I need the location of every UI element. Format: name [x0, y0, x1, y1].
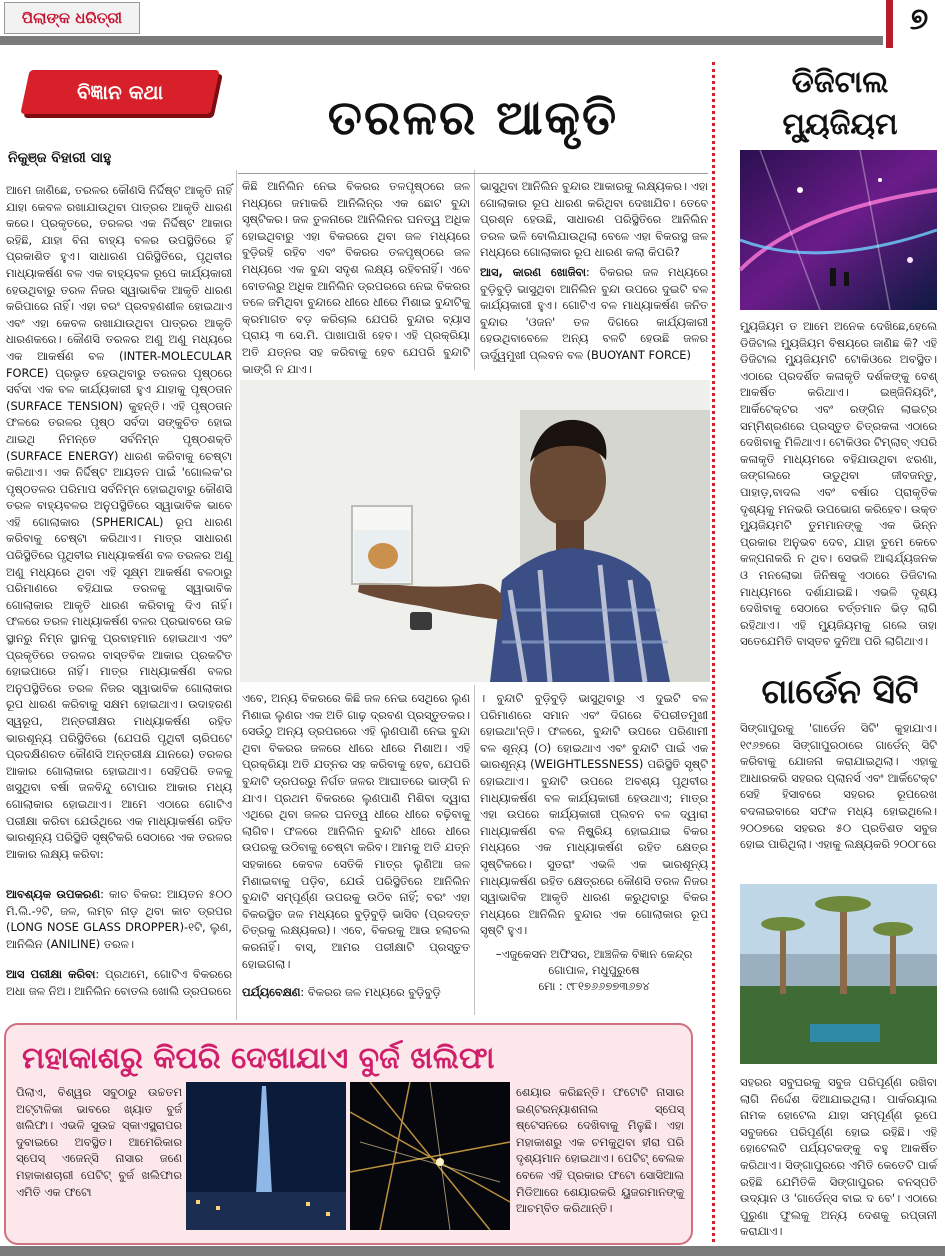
- header-corner-bar: [886, 0, 893, 48]
- kicker-label: ବିଜ୍ଞାନ କଥା: [76, 80, 164, 104]
- museum-photo: [740, 150, 937, 310]
- reason-text: : ବିକରର ଜଳ ମଧ୍ୟରେ ବୁଡ଼ିବୁଡ଼ି ଭାସୁଥିବା ଆନିଲିନ ବୁନ୍ଦା ଉପରେ ଦୁଇଟି ବଳ କାର୍ଯ୍ୟକାରୀ ହୁଏ। ଗୋଟିଏ ବଳ ମାଧ୍ୟାକର୍ଷଣ ଜନିତ ବୁନ୍ଦାର 'ଓଜନ' ତଳ ଦିଗରେ କାର୍ଯ୍ୟକାରୀ ହେଉଥିବାବେଳେ ଅନ୍ୟ ବଳଟି ହେଉଛି ଜଳର ଊର୍ଦ୍ଧ୍ୱମୁଖୀ ପ୍ଲବନ ବଳ (BUOYANT FORCE): [480, 265, 712, 362]
- sidebar-title-museum: ଡିଜିଟାଲ ମ୍ୟୁଜିୟମ: [782, 65, 898, 142]
- experiment-photo: [240, 380, 710, 682]
- reason-paragraph: [480, 264, 712, 376]
- article-column-3-continued: [480, 690, 712, 942]
- museum-body-text: ମ୍ୟୁଜିୟମ ତ ଆମେ ଅନେକ ଦେଖିଛେ,ହେଲେ ଡିଜିଟାଲ ମ୍ୟୁଜିୟମ ବିଷୟରେ ଜାଣିଛ କି? ଏହି ଡିଜିଟାଲ ମ୍ୟୁଜିୟମଟି ଟୋକିଓରେ ଅବସ୍ଥିତ। ଏଠାରେ ପ୍ରଦର୍ଶିତ କଳାକୃତି ଦର୍ଶକଙ୍କୁ ବେଶ୍ ଆକର୍ଷିତ କରିଥାଏ। ଇଞ୍ଜିନିୟରିଂ, ଆର୍କିଟେକ୍ଟର ଏବଂ ରଙ୍ଗିନ ଲାଇଟ୍‌ର ସମ୍ମିଶ୍ରଣରେ ପ୍ରସ୍ତୁତ ଚିତ୍ରକଳା ଏଠାରେ ଦେଖିବାକୁ ମିଳିଥାଏ। ଟୋକିଓର ଟିମ୍‌ଲାବ୍ ଏପରି କଳାକୃତି ମାଧ୍ୟମରେ ବହିଯାଉଥିବା ଝରଣା, ଜଙ୍ଗଲରେ ଉଡୁଥିବା ଜୀବଜନ୍ତୁ, ପାହାଡ଼,ବାଦଲ ଏବଂ ବର୍ଷାର ପ୍ରାକୃତିକ ଦୃଶ୍ୟକୁ ମନଭରି ଉପଭୋଗ କରିହେବ। ଉକ୍ତ ମ୍ୟୁଜିୟମଟି ତୁମମାନଙ୍କୁ ଏକ ଭିନ୍ନ ପ୍ରକାର ଅନୁଭବ ଦେବ, ଯାହା ତୁମେ କେବେ କଳ୍ପନାକରି ନ ଥିବ। ସେଭଳି ଆଶ୍ଚର୍ଯ୍ୟଜନକ ଓ ମନଲୋଭା ଜିନିଷକୁ ଏଠାରେ ଡିଜିଟାଲ ମାଧ୍ୟମରେ ଦର୍ଶାଯାଇଛି। ଏଭଳି ଦୃଶ୍ୟ ଦେଖିବାକୁ ସେଠାରେ ବର୍ତ୍ତମାନ ଭିଡ଼ ଲାଗି ରହିଥାଏ। ଏହି ମ୍ୟୁଜିୟମକୁ ଗଲେ ତାହା ସତେଯେମିତି ବାସ୍ତବ ଦୁନିଆ ପରି ଲାଗିଥାଏ।: [740, 319, 941, 649]
- article-column-2-continued-text: ଏବେ, ଅନ୍ୟ ବିକରରେ କିଛି ଜଳ ନେଇ ସେଥିରେ ଲୁଣ ମିଶାଇ ଲୁଣର ଏକ ଅତି ଗାଢ଼ ଦ୍ରବଣ ପ୍ରସ୍ତୁତକର। ସେଉଁଠୁ ଅନ୍ୟ ଡ୍ରପରରେ ଏହି ଲୁଣପାଣି ନେଇ ବୁନ୍ଦା ଥିବା ବିକରର ଜଳରେ ଧୀରେ ଧୀରେ ମିଶାଅ। ଏହି ପ୍ରକ୍ରିୟା ଅତି ଯତ୍ନର ସହ କରିବାକୁ ହେବ, ଯେପରି ବୁନ୍ଦାଟି ଡ୍ରପରରୁ ନିର୍ଗତ ଜଳର ଆଘାତରେ ଭାଙ୍ଗି ନ ଯାଏ। ପ୍ରଥମ ବିକରରେ ଲୁଣପାଣି ମିଶିବା ଦ୍ୱାରା ଏଥିରେ ଥିବା ଜଳର ଘନତ୍ୱ ଧୀରେ ଧୀରେ ବଢ଼ିବାକୁ ଲାଗିବ। ଫଳରେ ଆନିଲିନ ବୁନ୍ଦାଟି ଧୀରେ ଧୀରେ ଉପରକୁ ଉଠିବାକୁ ଚେଷ୍ଟା କରିବ। ଆମକୁ ଅତି ଯତ୍ନ ସହକାରେ କେବଳ ସେତିକି ମାତ୍ର ଲୁଣିଆ ଜଳ ମିଶାଇବାକୁ ପଡ଼ିବ, ଯେଉଁ ପରିସ୍ଥିତିରେ ଆନିଲିନ ବୁନ୍ଦାଟି ସମ୍ପୂର୍ଣ୍ଣ ଉପରକୁ ଉଠିବ ନାହିଁ; ବରଂ ଏହା ବିକରସ୍ଥିତ ଜଳ ମଧ୍ୟରେ ବୁଡ଼ିବୁଡ଼ି ଭାସିବ (ପ୍ରଦତ୍ତ ଚିତ୍ରକୁ ଲକ୍ଷ୍ୟକର)। ଏବେ, ବିକରକୁ ଆଉ ହଲାଚଲ କରନାହିଁ। ବାସ୍, ଆମର ପରୀକ୍ଷାଟି ପ୍ରସ୍ତୁତ ହୋଇଗଲା।: [242, 691, 474, 971]
- garden-body-continued-text: ସହରର ସବୁଘରକୁ ସବୁଜ ପରିପୂର୍ଣ୍ଣ ରଖିବା ଲାଗି ନିର୍ଦ୍ଦେଶ ଦିଆଯାଇଥିଲା। ପାର୍କରୟାଲ ନାମକ ହୋଟେଲ ଯାହା ସମ୍ପୂର୍ଣ୍ଣ ରୂପେ ସବୁଜରେ ପରିପୂର୍ଣ୍ଣ ହୋଇ ରହିଛି। ଏହି ହୋଟେଲଟି ପର୍ଯ୍ୟଟକଙ୍କୁ ବହୁ ଆକର୍ଷିତ କରିଥାଏ। ସିଙ୍ଗାପୁରରେ ଏମିତି କେତେଟି ପାର୍କ ରହିଛି ଯେମିତିକି ସିଙ୍ଗାପୁରର ବନସ୍ପତି ଉଦ୍ୟାନ ଓ 'ଗାର୍ଡେନ୍ସ ବାଇ ଦ ବେ'। ଏଠାରେ ପୁରୁଣା ଫୁଲକୁ ଅନ୍ୟ ଦେଶକୁ ରପ୍ତାନୀ କରାଯାଏ।: [740, 1075, 941, 1239]
- observation-text: : ବିକରର ଜଳ ମଧ୍ୟରେ ବୁଡ଼ିବୁଡ଼ି: [300, 985, 441, 999]
- materials-text: : କାଚ ବିକର: ଆୟତନ ୫୦୦ ମି.ଲି.-୨ଟି, ଜଳ, ଲମ୍ବ ନାଡ଼ ଥିବା କାଚ ଡ୍ରପର (LONG NOSE GLASS DROPPER)-୧ଟି, ଲୁଣ, ଆନିଲିନ (ANILINE) ତରଳ।: [6, 887, 236, 951]
- article-column-2: [242, 178, 474, 376]
- garden-photo: [740, 884, 937, 1064]
- burj-photo-space: [350, 1082, 510, 1230]
- article-column-3: [480, 178, 712, 262]
- observation-paragraph: [242, 984, 470, 1004]
- author-location: ଗୋପାଳ, ମଧୁପୁରୁଷେ: [548, 963, 640, 977]
- garden-body: [740, 720, 941, 884]
- digital-museum-image: [740, 150, 937, 310]
- section-kicker: [25, 70, 215, 114]
- article-column-1-text: ଆମେ ଜାଣିଛେ, ତରଳର କୌଣସି ନିର୍ଦ୍ଦିଷ୍ଟ ଆକୃତି ନାହିଁ ଯାହା କେବଳ ରଖାଯାଉଥିବା ପାତ୍ରର ଆକୃତି ଧାରଣ କରେ। ପ୍ରକୃତରେ, ତରଳର ଏକ ନିର୍ଦ୍ଦିଷ୍ଟ ଆକାର ରହିଛି, ଯାହା ବିନା ବାହ୍ୟ ବଳର ଉପସ୍ଥିତିରେ ହିଁ ପ୍ରକାଶିତ ହୁଏ। ସାଧାରଣ ପରିସ୍ଥିତିରେ, ପୃଥିବୀର ମାଧ୍ୟାକର୍ଷଣ ବଳ ଏକ ବାହ୍ୟବଳ ରୂପେ କାର୍ଯ୍ୟକାରୀ ହେଉଥିବାରୁ ତରଳ ନିଜର ସ୍ୱାଭାବିକ ଆକୃତି ଧାରଣ କରିପାରେ ନାହିଁ। ଏହା ବରଂ ପ୍ରବହଣଶୀଳ ହୋଇଥାଏ ଏବଂ ଏହା କେବଳ ରଖାଯାଉଥିବା ପାତ୍ରର ଆକୃତି ଧାରଣକରେ। କୌଣସି ତରଳର ଅଣୁ ଅଣୁ ମଧ୍ୟରେ ଏକ ଆକର୍ଷଣ ବଳ (INTER-MOLECULAR FORCE) ପ୍ରଭୃତ ହେଉଥିବାରୁ ତରଳର ପୃଷ୍ଠରେ ସର୍ବଦା ଏକ ବଳ କାର୍ଯ୍ୟକାରୀ ହୁଏ ଯାହାକୁ ପୃଷ୍ଠତାନ (SURFACE TENSION) କୁହନ୍ତି। ଏହି ପୃଷ୍ଠତାନ ଫଳରେ ତରଳର ପୃଷ୍ଠ ସର୍ବଦା ସଙ୍କୁଚିତ ହୋଇ ଥାଇଥି ନିମନ୍ତେ ସର୍ବନିମ୍ନ ପୃଷ୍ଠଶକ୍ତି (SURFACE ENERGY) ଧାରଣ କରିବାକୁ ଚେଷ୍ଟା କରିଥାଏ। ଏକ ନିର୍ଦ୍ଦିଷ୍ଟ ଆୟତନ ପାଇଁ 'ଗୋଲକ'ର ପୃଷ୍ଠତଳର ପରିମାପ ସର୍ବନିମ୍ନ ହୋଇଥିବାରୁ କୌଣସି ତରଳ ବାହ୍ୟବଳର ଅନୁପସ୍ଥିତିରେ ସ୍ୱାଭାବିକ ଭାବେ ଏହି ଗୋଲାକାର (SPHERICAL) ରୂପ ଧାରଣ କରିବାକୁ ଚେଷ୍ଟା କରିଥାଏ। ମାତ୍ର ସାଧାରଣ ପରିସ୍ଥିତିରେ ପୃଥିବୀର ମାଧ୍ୟାକର୍ଷଣ ବଳ ତରଳର ଅଣୁ ଅଣୁ ମଧ୍ୟରେ ଥିବା ଏହି ସୂକ୍ଷ୍ମ ଆକର୍ଷଣ ବଳଠାରୁ ପରିମାଣରେ ବହିଯାଇ ତରଳକୁ ସ୍ୱାଭାବିକ ଗୋଲାକାର ଆକୃତି ଧାରଣ କରିବାକୁ ଦିଏ ନାହିଁ। ଫଳରେ ତରଳ ମାଧ୍ୟାକର୍ଷଣ ବଳର ପ୍ରଭାବରେ ଉଚ୍ଚ ସ୍ଥାନରୁ ନିମ୍ନ ସ୍ଥାନକୁ ପ୍ରବାହମାନ ହୋଇଥାଏ ଏବଂ ପ୍ରକୃତିରେ ତରଳର ବାସ୍ତବିକ ଆକାର ପ୍ରକଟିତ ହୋଇପାରେ ନାହିଁ। ମାତ୍ର ମାଧ୍ୟାକର୍ଷଣ ବଳର ଅନୁପସ୍ଥିତିରେ ତରଳ ନିଜର ସ୍ୱାଭାବିକ ଗୋଲାକାର ରୂପ ଧାରଣ କରିବାକୁ ସକ୍ଷମ ହୋଇଥାଏ। ଉଦାହରଣ ସ୍ୱରୂପ, ଅନ୍ତରୀକ୍ଷର ମାଧ୍ୟାକର୍ଷଣ ରହିତ ଭାରଶୂନ୍ୟ ପରିସ୍ଥିତିରେ (ଯେପରି ପୃଥିବୀ ଚାରିପଟେ ପ୍ରଦକ୍ଷିଣରତ କୌଣସି ଅନ୍ତରୀକ୍ଷ ଯାନରେ) ତରଳର ଆକାର ଗୋଲାକାର ହୋଇଥାଏ। ସେହିପରି ତଳକୁ ଖସୁଥିବା ବର୍ଷା ଜଳବିନ୍ଦୁ ଟୋପାର ଆକାର ମଧ୍ୟ ଗୋଲାକାର ହୋଇଥାଏ। ଆମେ ଏଠାରେ ଗୋଟିଏ ପରୀକ୍ଷା କରିବା ଯେଉଁଥିରେ ଏକ ମାଧ୍ୟାକର୍ଷଣ ରହିତ ଭାରଶୂନ୍ୟ ପରିସ୍ଥିତି ସୃଷ୍ଟିକରି ସେଠାରେ ଏକ ତରଳର ଆକାର ଲକ୍ଷ୍ୟ କରିବା:: [6, 183, 236, 861]
- experiment-paragraph: [6, 966, 236, 1006]
- headline-rule: [238, 173, 708, 174]
- student-with-beaker-image: [240, 380, 710, 682]
- burj-body-right-text: ଶେୟାର କରିଛନ୍ତି। ଫଟୋଟି ନାସାର ଇଣ୍ଟରନ୍ୟାଶନାଲ ସ୍ପେସ୍ ଷ୍ଟେସନରେ ଦେଖିବାକୁ ମିଳୁଛି। ଏହା ମହାକାଶରୁ ଏକ ଚମକୁଥିବା ହୀରା ପରି ଦୃଶ୍ୟମାନ ହୋଇଥାଏ। ପେଟିଟ୍ ବେଲକ ବେଳେ ଏହି ପ୍ରକାର ଫଟୋ ସୋସିଆଲ ମିଡିଆରେ ଶେୟାରକରି ୟୁଜରମାନଙ୍କୁ ଆଚମ୍ବିତ କରିଥାନ୍ତି।: [516, 1085, 688, 1216]
- reason-label: ଆସ, କାରଣ ଖୋଜିବା: [480, 265, 586, 279]
- burj-body-left: [16, 1084, 186, 1234]
- museum-body: [740, 318, 941, 658]
- article-headline: ତରଳର ଆକୃତି: [327, 89, 619, 146]
- burj-photo-night: [186, 1082, 346, 1230]
- column-divider: [474, 685, 475, 1015]
- column-divider: [474, 170, 475, 370]
- materials-paragraph: [6, 886, 236, 956]
- article-column-2-text: କିଛି ଆନିଲିନ ନେଇ ବିକରର ତଳପୃଷ୍ଠରେ ଜଳ ମଧ୍ୟରେ ଜମାକରି ଆନିଲିନ୍‌ର ଏକ ଛୋଟ ବୁନ୍ଦା ସୃଷ୍ଟିକର। ଜଳ ତୁଳନାରେ ଆନିଲିନର ଘନତ୍ୱ ଅଧିକ ହୋଇଥିବାରୁ ଏହା ବିକରରେ ଥିବା ଜଳ ମଧ୍ୟରେ ବୁଡ଼ିରହି ରହିବ ଏବଂ ବିକରର ତଳପୃଷ୍ଠରେ ଜଳ ମଧ୍ୟରେ ଏକ ବୁନ୍ଦା ସଦୃଶ ଲକ୍ଷ୍ୟ ରହିବନାହିଁ। ଏବେ ବୋତଲରୁ ଅଧିକ ଆନିଲିନ ଡ୍ରପରରେ ନେଇ ବିକରର ତଳେ ଜମିଥିବା ବୁନ୍ଦାରେ ଧୀରେ ଧୀରେ ମିଶାଇ ବୁନ୍ଦାଟିକୁ କ୍ରମାଗତ ବଡ଼ କରିଚାଲ ଯେପରି ବୁନ୍ଦାର ବ୍ୟାସ ପ୍ରାୟ ୩ ସେ.ମି. ପାଖାପାଖି ହେବ। ଏହି ପ୍ରକ୍ରିୟା ଅତି ଯତ୍ନର ସହ କରିବାକୁ ହେବ ଯେପରି ବୁନ୍ଦାଟି ଭାଙ୍ଗି ନ ଯାଏ।: [242, 179, 474, 376]
- sidebar-title-garden: ଗାର୍ଡେନ ସିଟି: [761, 672, 919, 712]
- dubai-from-space-image: [350, 1082, 510, 1230]
- experiment-label: ଆସ ପରୀକ୍ଷା କରିବା: [6, 967, 96, 981]
- burj-khalifa-title: ମହାକାଶରୁ କିପରି ଦେଖାଯାଏ ବୁର୍ଜ ଖଲିଫା: [22, 1040, 495, 1076]
- author-credit: [480, 946, 708, 1008]
- section-divider-dotted: [712, 62, 719, 1242]
- garden-body-continued: [740, 1074, 941, 1240]
- observation-label: ପର୍ଯ୍ୟବେକ୍ଷଣ: [242, 985, 301, 999]
- masthead-logo: ପିଲାଙ୍କ ଧରିତ୍ରୀ: [4, 2, 140, 34]
- article-byline: ନିକୁଞ୍ଜ ବିହାରୀ ସାହୁ: [8, 150, 112, 166]
- article-column-2-continued: [242, 690, 474, 984]
- footer-rule: [0, 1246, 945, 1256]
- gardens-by-the-bay-image: [740, 884, 937, 1064]
- burj-khalifa-night-image: [186, 1082, 346, 1230]
- burj-body-left-text: ପିଲାଏ, ବିଶ୍ୱର ସବୁଠାରୁ ଉଚ୍ଚତମ ଅଟ୍ଟାଳିକା ଭାବରେ ଖ୍ୟାତ ବୁର୍ଜ ଖଲିଫା। ଏଭଳି ସୁଉଚ୍ଚ ସ୍କାଏସ୍କ୍ରାପର ଦୁବାଇରେ ଅବସ୍ଥିତ। ଆମେରିକାର ସ୍ପେସ୍ ଏଜେନ୍ସି ନାସାର ଜଣେ ମହାକାଶଚାରୀ ପେଟିଟ୍ ବୁର୍ଜ ଖଲିଫାର ଏମିତି ଏକ ଫଟୋ: [16, 1085, 186, 1199]
- article-column-1: [6, 182, 236, 862]
- page-number: ୭: [909, 1, 929, 37]
- author-designation: –ଏଜୁକେସନ ଅଫିସର, ଆଞ୍ଚଳିକ ବିଜ୍ଞାନ କେନ୍ଦ୍ର: [495, 947, 693, 961]
- burj-body-right: [516, 1084, 688, 1234]
- garden-body-text: ସିଙ୍ଗାପୁରକୁ 'ଗାର୍ଡେନ ସିଟି' କୁହାଯାଏ। ୧୯୬୭ରେ ସିଙ୍ଗାପୁରଠାରେ ଗାର୍ଡେନ୍ ସିଟି କରିବାକୁ ଯୋଜନା କରାଯାଇଥିଲା। ଏହାକୁ ଆଧାରକରି ସହରର ପ୍ଲାନର୍ସ ଏବଂ ଆର୍କିଟେକ୍ଟ ସେହି ହିସାବରେ ସହରର ରୂପରେଖ ବଦଳାଇବାରେ ସଫଳ ମଧ୍ୟ ହୋଇଥିଲେ। ୨୦୦୭ରେ ସହରର ୫୦ ପ୍ରତିଶତ ସବୁଜ ହୋଇ ପାରିଥିଲା। ଏହାକୁ ଲକ୍ଷ୍ୟକରି ୨୦୦୮ରେ: [740, 721, 941, 852]
- materials-label: ଆବଶ୍ୟକ ଉପକରଣ: [6, 887, 101, 901]
- article-column-3-continued-text: । ବୁନ୍ଦାଟି ବୁଡ଼ିବୁଡ଼ି ଭାସୁଥିବାରୁ ଏ ଦୁଇଟି ବଳ ପରିମାଣରେ ସମାନ ଏବଂ ଦିଗରେ ବିପରୀତମୁଖୀ ହୋଇଥା'ନ୍ତି। ଫଳରେ, ବୁନ୍ଦାଟି ଉପରେ ପରିଣାମୀ ବଳ ଶୂନ୍ୟ (୦) ହୋଇଥାଏ ଏବଂ ବୁନ୍ଦାଟି ପାଇଁ ଏକ ଭାରଶୂନ୍ୟ (WEIGHTLESSNESS) ପରିସ୍ଥିତି ସୃଷ୍ଟି ହୋଇଥାଏ। ବୁନ୍ଦାଟି ଉପରେ ଅବଶ୍ୟ ପୃଥିବୀର ମାଧ୍ୟାକର୍ଷଣ ବଳ କାର୍ଯ୍ୟକାରୀ ହେଉଥାଏ; ମାତ୍ର ଏହା ଉପରେ କାର୍ଯ୍ୟକାରୀ ପ୍ଲବନ ବଳ ଦ୍ୱାରା ମାଧ୍ୟାକର୍ଷଣ ବଳ ନିଷ୍କ୍ରିୟ ହୋଇଯାଇ ବିକର ମଧ୍ୟରେ ଏକ ମାଧ୍ୟାକର୍ଷଣ ରହିତ କ୍ଷେତ୍ର ସୃଷ୍ଟିକରେ। ସୁତରାଂ ଏଭଳି ଏକ ଭାରଶୂନ୍ୟ ମାଧ୍ୟାକର୍ଷଣ ରହିତ କ୍ଷେତ୍ରରେ କୌଣସି ତରଳ ନିଜର ସ୍ୱାଭାବିକ ଆକୃତି ଧାରଣ କରୁଥିବାରୁ ବିକର ମଧ୍ୟରେ ଆନିଲିନ ବୁନ୍ଦାର ଏକ ଗୋଲାକାର ରୂପ ସୃଷ୍ଟି ହୁଏ।: [480, 691, 712, 938]
- article-column-3-text: ଭାସୁଥିବା ଆନିଲିନ ବୁନ୍ଦାର ଆକାରକୁ ଲକ୍ଷ୍ୟକର। ଏହା ଗୋଲାକାର ରୂପ ଧାରଣ କରିଥିବା ଦେଖାଯିବ। ତେବେ ପ୍ରଶ୍ନ ହେଉଛି, ସାଧାରଣ ପରିସ୍ଥିତିରେ ଆନିଲିନ ତରଳ ଭଳି ବୋଲିଯାଉଥିଲା ବେଳେ ଏହା ବିକରସ୍ଥ ଜଳ ମଧ୍ୟରେ ଗୋଲାକାର ରୂପ ଧାରଣ କଲା କିପରି?: [480, 179, 712, 260]
- author-phone: ମୋ : ୯୮୧୭୬୬୭୭୩୬୭୪: [538, 979, 650, 993]
- experiment-text: : ପ୍ରଥମେ, ଗୋଟିଏ ବିକରରେ ଅଧା ଜଳ ନିଅ। ଆନିଲିନ ବୋତଲ ଖୋଲି ଡ୍ରପରରେ: [6, 967, 236, 998]
- column-divider: [236, 170, 237, 1020]
- header-rule: [0, 36, 883, 45]
